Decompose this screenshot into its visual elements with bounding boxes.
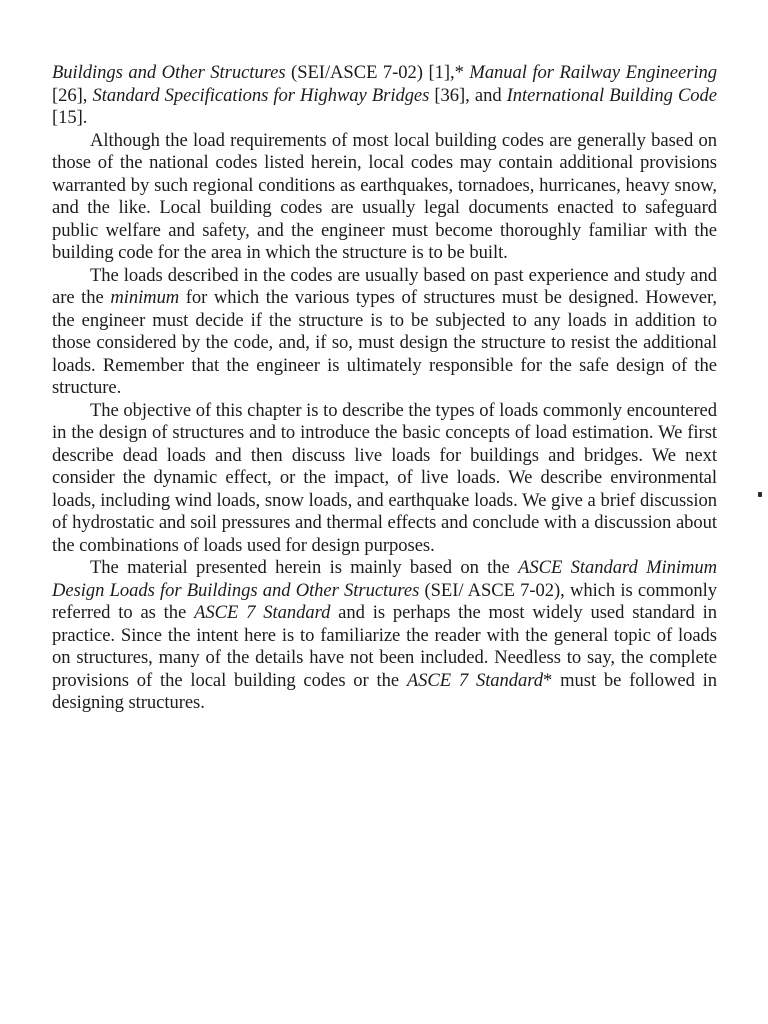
text-segment: The objective of this chapter is to describe the types of loads commonly encountered in the design of structures and to introduce the basic concepts of load estimation. We first describe dead loads and then discuss live loads for buildings and bridges. We next consider the dynamic effect, or the impact, of live loads. We describe environmental loads, including wind loads, snow loads, and earthquake loads. We give a brief discussion of hydrostatic and soil pressures and thermal effects and conclude with a discussion about the combinations of loads used for design purposes. [52,399,717,556]
scan-speck [758,492,762,497]
text-segment: for which the various types of structures must be designed. However, the engineer must decide if the structure is to be subjected to any loads in addition to those considered by the code, and, if so, must design the structure to resist the additional loads. Remember that the engineer is ultimately responsible for the safe design of the structure. [52,287,718,398]
text-segment: (SEI/ ASCE 7-02), which is commonly referred to as the [52,579,717,623]
paragraph-chapter-objective [52,400,717,558]
text-segment: [15]. [52,107,88,128]
text-segment: ASCE 7 Standard [406,669,544,691]
text-segment: * must be followed in designing structures. [52,669,717,713]
text-segment: (SEI/ASCE 7-02) [1],* [285,62,470,83]
text-segment: The loads described in the codes are usually based on past experience and study and are the [52,264,717,308]
text-segment: The material presented herein is mainly based on the [90,557,519,578]
paragraph-references-continued [52,62,717,130]
text-segment: Standard Specifications for Highway Bridges [92,84,430,106]
paragraph-local-codes [52,130,717,265]
paragraph-asce-standard [52,557,717,715]
text-segment: minimum [110,287,180,308]
text-segment: ASCE 7 Standard [194,602,331,623]
text-segment: Manual for Railway Engineering [469,62,717,83]
paragraph-code-loads [52,265,717,400]
text-segment: [26], [52,84,93,106]
text-segment: Buildings and Other Structures [52,62,286,83]
text-segment: ASCE Standard Minimum Design Loads for Buildings and Other Structures [52,557,717,601]
body-text [52,62,717,715]
text-segment: and is perhaps the most widely used standard in practice. Since the intent here is to familiarize the reader with the general topic of loads on structures, many of the details have not been included. Needless to say, the complete provisions of the local building codes or the [52,602,717,691]
text-segment: International Building Code [506,84,717,106]
text-segment: Although the load requirements of most local building codes are generally based on those of the national codes listed herein, local codes may contain additional provisions warranted by such regional conditions as earthquakes, tornadoes, hurricanes, heavy snow, and the like. Local building codes are usually legal documents enacted to safeguard public welfare and safety, and the engineer must become thoroughly familiar with the building code for the area in which the structure is to be built. [52,129,717,263]
text-segment: [36], and [429,84,507,106]
